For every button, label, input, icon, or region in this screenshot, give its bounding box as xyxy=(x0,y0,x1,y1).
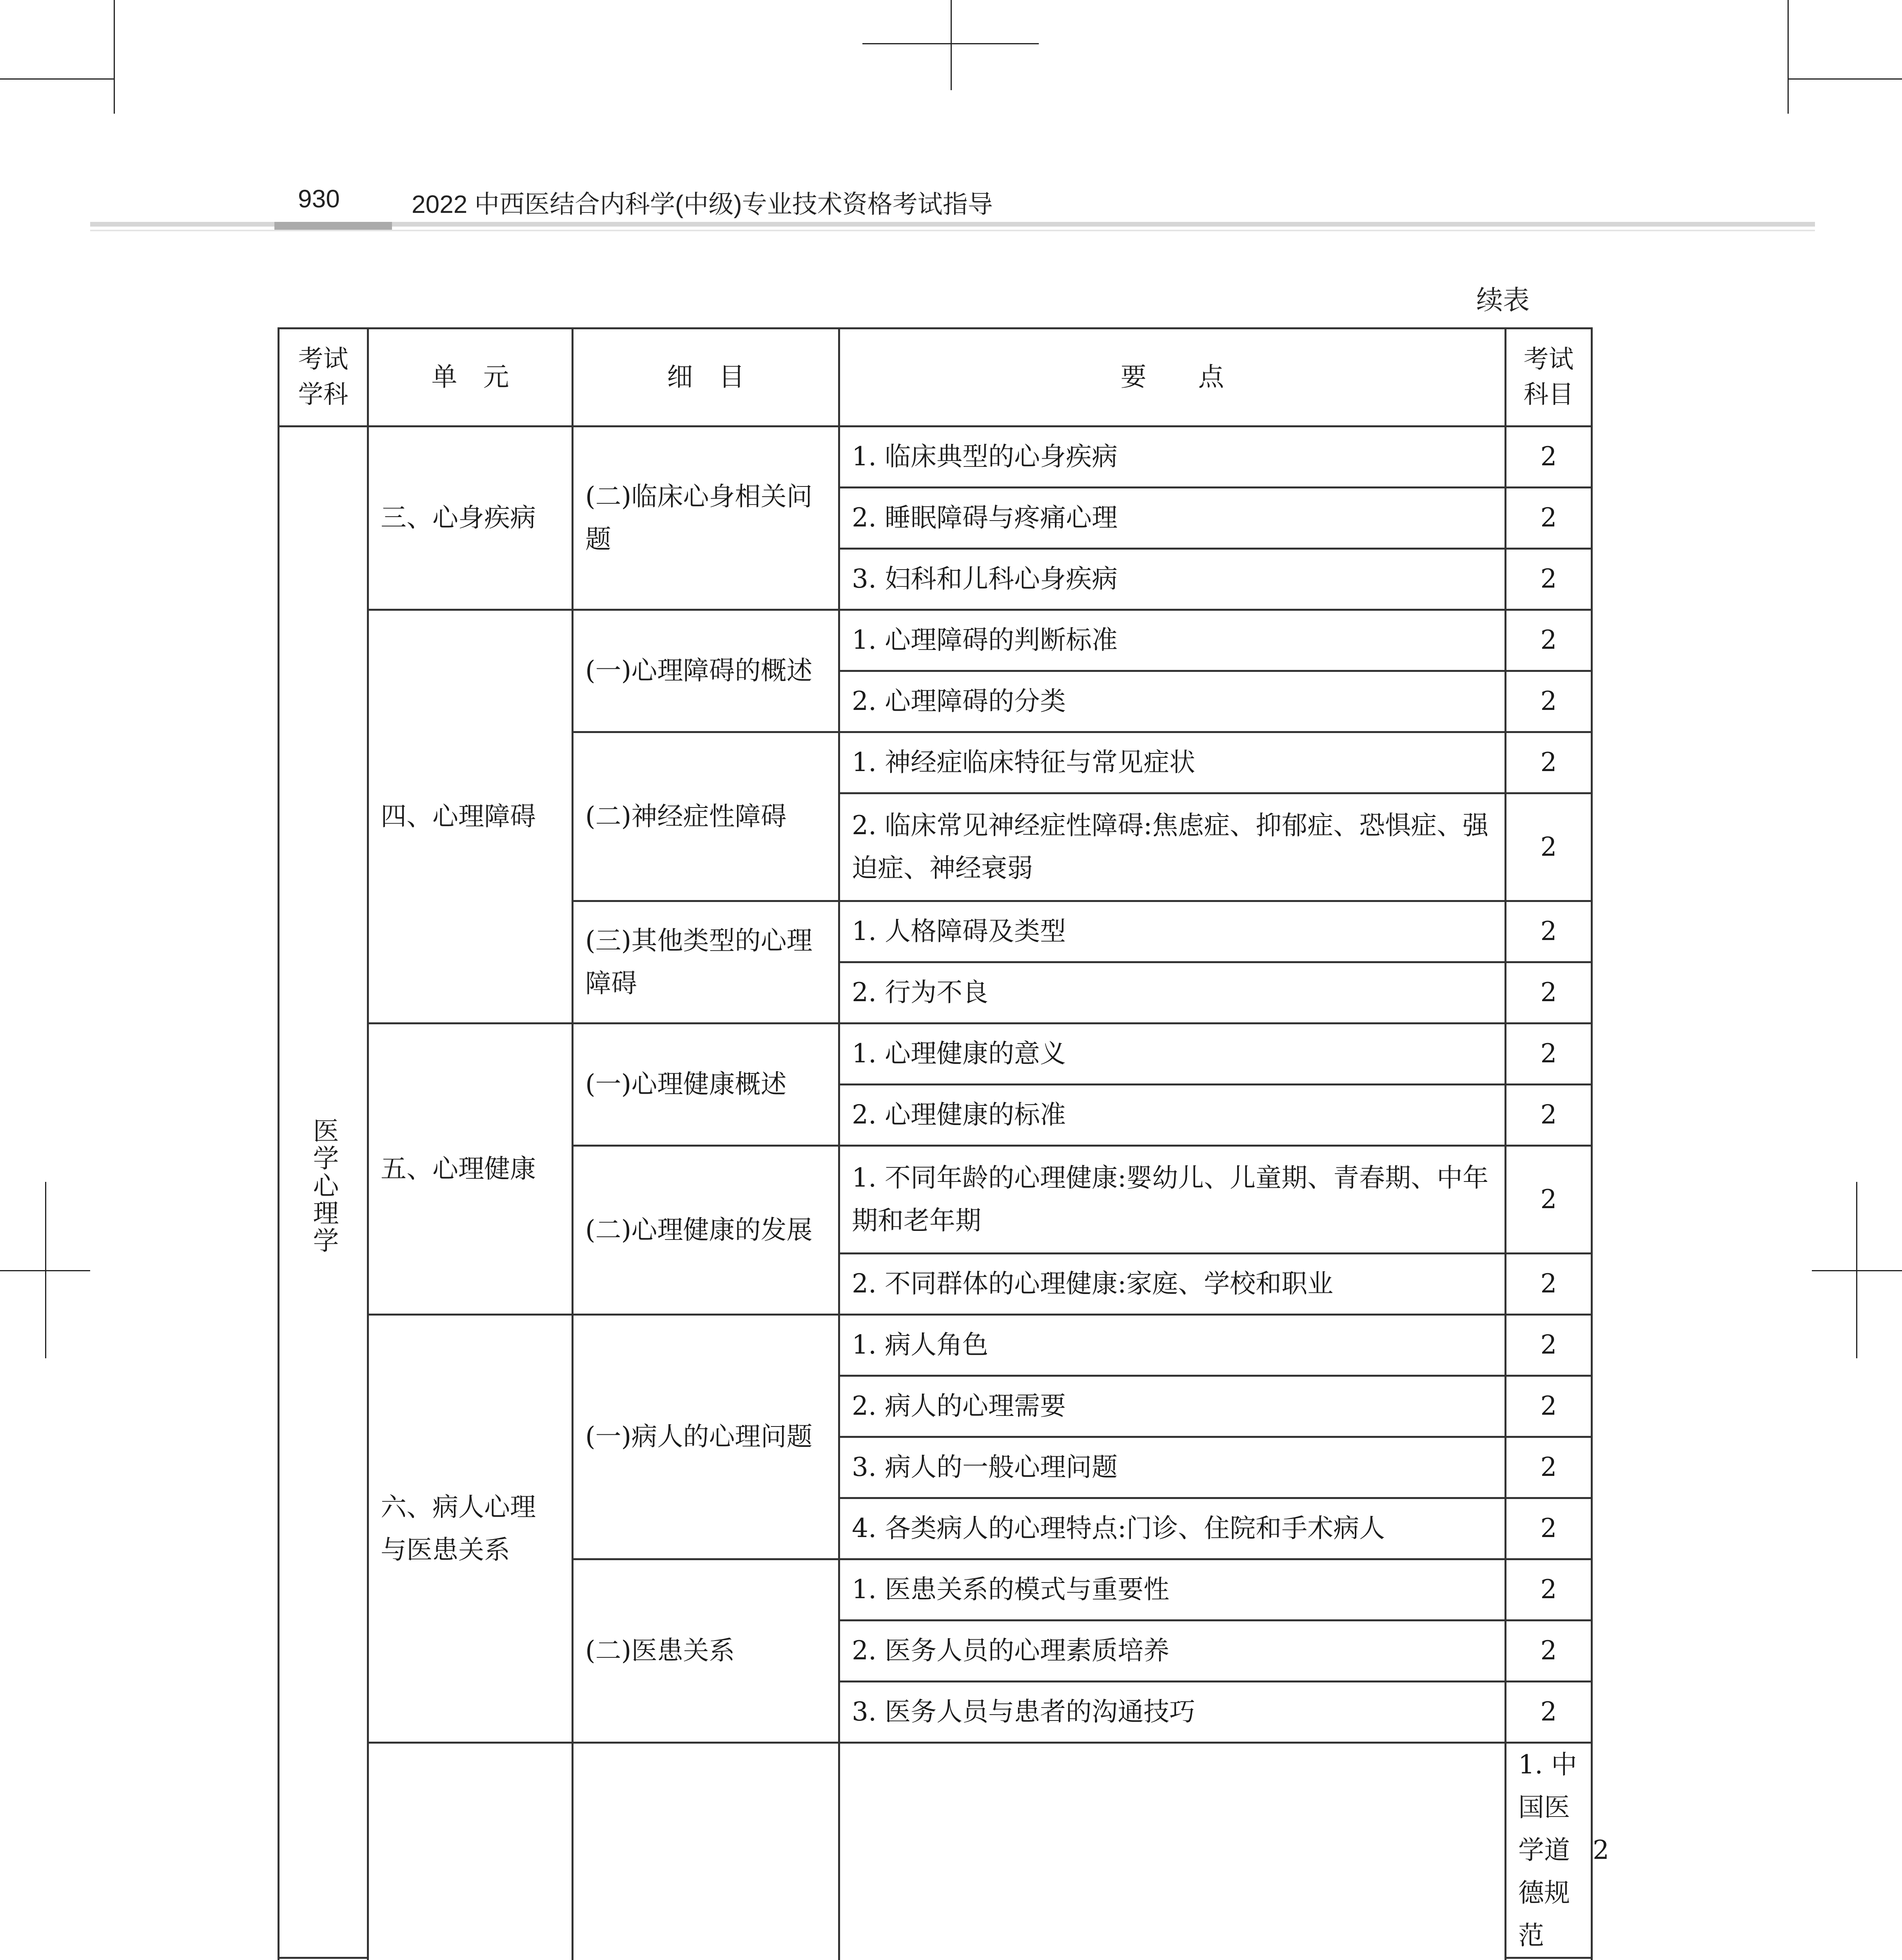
point-cell: 3. 病人的一般心理问题 xyxy=(839,1437,1506,1498)
exam-cell: 2 xyxy=(1506,1146,1592,1254)
header-divider xyxy=(90,230,1815,231)
header-rule-accent xyxy=(274,222,392,230)
column-header-point: 要 点 xyxy=(839,328,1506,426)
point-cell: 2. 心理障碍的分类 xyxy=(839,671,1506,732)
point-cell: 1. 神经症临床特征与常见症状 xyxy=(839,732,1506,793)
unit-cell: 五、心理健康 xyxy=(368,1024,573,1315)
point-cell: 4. 各类病人的心理特点:门诊、住院和手术病人 xyxy=(839,1498,1506,1559)
exam-cell: 2 xyxy=(1506,1024,1592,1085)
item-cell: (一)病人的心理问题 xyxy=(573,1315,839,1559)
item-cell: (二)神经症性障碍 xyxy=(573,732,839,901)
exam-cell: 2 xyxy=(1506,426,1592,488)
exam-cell: 2 xyxy=(1506,549,1592,610)
exam-cell: 2 xyxy=(1506,962,1592,1024)
table-header-row xyxy=(279,328,1592,426)
unit-cell xyxy=(573,1743,839,1960)
table-row xyxy=(279,426,1592,488)
point-cell: 1. 医患关系的模式与重要性 xyxy=(839,1559,1506,1621)
exam-cell: 2 xyxy=(1506,1376,1592,1437)
page-number: 930 xyxy=(298,185,340,213)
syllabus-table xyxy=(278,327,1609,1960)
point-cell: 2. 医务人员的心理素质培养 xyxy=(839,1621,1506,1682)
item-cell: (二)心理健康的发展 xyxy=(573,1146,839,1315)
table-row xyxy=(279,1024,1592,1085)
exam-cell: 2 xyxy=(1506,1085,1592,1146)
unit-cell: 四、心理障碍 xyxy=(368,610,573,1024)
exam-cell: 2 xyxy=(1506,1254,1592,1315)
item-cell: (二)临床心身相关问题 xyxy=(573,426,839,610)
point-cell: 1. 心理障碍的判断标准 xyxy=(839,610,1506,671)
item-cell xyxy=(839,1743,1506,1960)
point-cell: 2. 病人的心理需要 xyxy=(839,1376,1506,1437)
item-cell: (三)其他类型的心理障碍 xyxy=(573,901,839,1024)
point-cell: 3. 医务人员与患者的沟通技巧 xyxy=(839,1682,1506,1743)
point-cell: 1. 病人角色 xyxy=(839,1315,1506,1376)
page-header xyxy=(0,0,1902,243)
item-cell: (一)心理健康概述 xyxy=(573,1024,839,1146)
point-cell: 2. 行为不良 xyxy=(839,962,1506,1024)
point-cell: 2. 睡眠障碍与疼痛心理 xyxy=(839,488,1506,549)
exam-cell: 2 xyxy=(1506,1559,1592,1621)
table-row xyxy=(279,610,1592,671)
exam-cell: 2 xyxy=(1506,1682,1592,1743)
point-cell: 2. 临床常见神经症性障碍:焦虑症、抑郁症、恐惧症、强迫症、神经衰弱 xyxy=(839,793,1506,901)
exam-cell: 2 xyxy=(1506,1315,1592,1376)
exam-cell: 2 xyxy=(1506,671,1592,732)
exam-cell: 2 xyxy=(1506,732,1592,793)
exam-cell: 2 xyxy=(1506,1437,1592,1498)
exam-cell: 2 xyxy=(1506,901,1592,962)
point-cell: 3. 妇科和儿科心身疾病 xyxy=(839,549,1506,610)
column-header-subject: 考试学科 xyxy=(279,328,368,426)
exam-cell: 2 xyxy=(1506,488,1592,549)
point-cell: 1. 中国医学道德规范 xyxy=(1506,1743,1592,1958)
item-cell: (一)心理障碍的概述 xyxy=(573,610,839,732)
point-cell: 2. 不同群体的心理健康:家庭、学校和职业 xyxy=(839,1254,1506,1315)
unit-cell: 三、心身疾病 xyxy=(368,426,573,610)
table-row: 1. 中国医学道德规范 2 xyxy=(279,1743,1592,1958)
column-header-item: 细 目 xyxy=(573,328,839,426)
table-row xyxy=(279,1315,1592,1376)
subject-cell xyxy=(368,1743,573,1960)
subject-cell: 医学心理学 xyxy=(279,426,368,1958)
point-cell xyxy=(279,1958,368,1960)
exam-cell: 2 xyxy=(1506,1621,1592,1682)
column-header-exam: 考试科目 xyxy=(1506,328,1592,426)
exam-cell: 2 xyxy=(1506,1498,1592,1559)
point-cell: 1. 心理健康的意义 xyxy=(839,1024,1506,1085)
point-cell: 1. 人格障碍及类型 xyxy=(839,901,1506,962)
point-cell: 1. 不同年龄的心理健康:婴幼儿、儿童期、青春期、中年期和老年期 xyxy=(839,1146,1506,1254)
unit-cell: 六、病人心理与医患关系 xyxy=(368,1315,573,1743)
exam-cell: 2 xyxy=(1506,610,1592,671)
point-cell: 2. 心理健康的标准 xyxy=(839,1085,1506,1146)
exam-cell: 2 xyxy=(1506,793,1592,901)
book-title: 2022 中西医结合内科学(中级)专业技术资格考试指导 xyxy=(412,190,993,218)
exam-cell xyxy=(1506,1958,1592,1960)
continuation-label: 续表 xyxy=(1476,285,1530,316)
item-cell: (二)医患关系 xyxy=(573,1559,839,1743)
point-cell: 1. 临床典型的心身疾病 xyxy=(839,426,1506,488)
column-header-unit: 单 元 xyxy=(368,328,573,426)
